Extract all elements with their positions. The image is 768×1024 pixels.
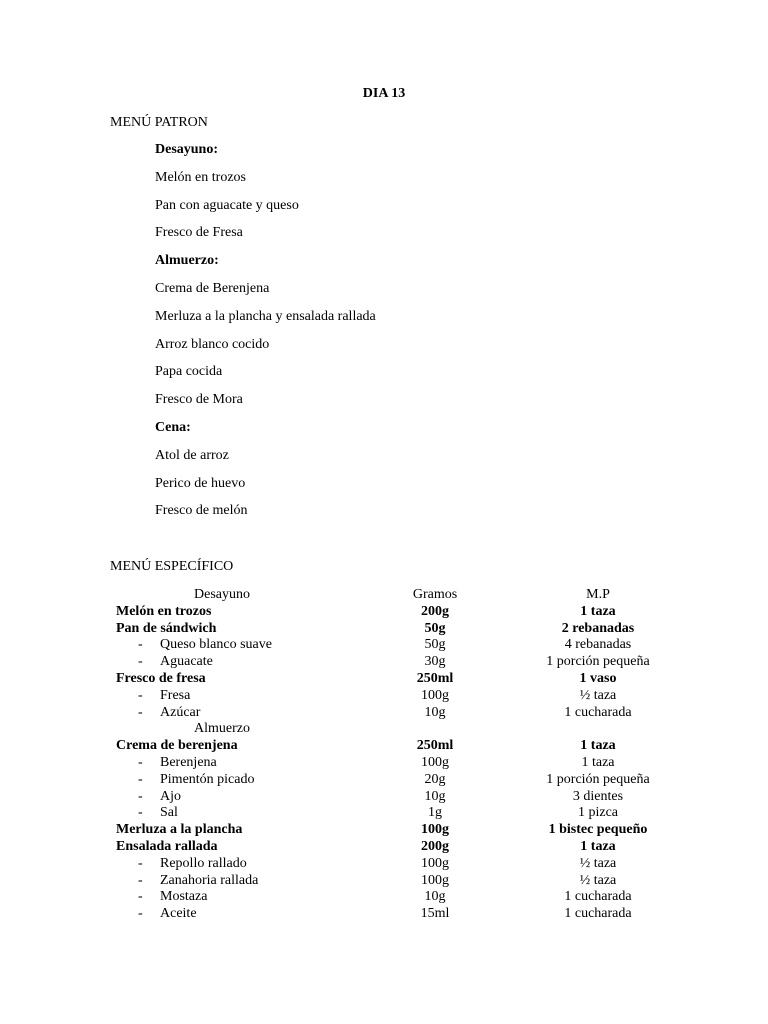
- food-name: Azúcar: [160, 704, 201, 720]
- food-name-cell: [112, 772, 332, 789]
- grams-cell: 250ml: [416, 670, 454, 686]
- food-name-cell: [112, 839, 332, 856]
- grams-cell: 50g: [424, 620, 446, 636]
- food-name-cell: [112, 604, 332, 621]
- food-name-cell: [112, 721, 332, 738]
- bullet-dash: -: [138, 704, 143, 720]
- food-name-cell: [112, 906, 332, 923]
- food-name: Pan de sándwich: [116, 620, 217, 636]
- table-row: [112, 671, 658, 688]
- meal-heading: Almuerzo:: [155, 253, 219, 269]
- table-row: [112, 789, 658, 806]
- table-row: [112, 738, 658, 755]
- grams-cell: 20g: [424, 771, 446, 787]
- menu-patron-heading: MENÚ PATRON: [110, 115, 208, 130]
- food-name: Crema de berenjena: [116, 738, 238, 754]
- table-row: [112, 604, 658, 621]
- food-name-cell: [112, 654, 332, 671]
- portion-cell: 1 porción pequeña: [546, 654, 650, 670]
- grams-cell: 200g: [421, 838, 449, 854]
- portion-cell: 2 rebanadas: [561, 620, 635, 636]
- grams-cell: [332, 721, 538, 738]
- table-row: [112, 906, 658, 923]
- grams-cell: 10g: [424, 788, 446, 804]
- food-name: Sal: [160, 805, 178, 821]
- table-header-row: [112, 587, 658, 604]
- table-row: [112, 856, 658, 873]
- food-name: Fresco de fresa: [116, 670, 206, 686]
- table-row: [112, 889, 658, 906]
- food-name: Berenjena: [160, 754, 217, 770]
- bullet-dash: -: [138, 687, 143, 703]
- grams-cell: 10g: [424, 889, 446, 905]
- food-name-cell: [112, 705, 332, 722]
- portion-cell: ½ taza: [579, 872, 617, 888]
- food-name-cell: [112, 856, 332, 873]
- food-name: Aguacate: [160, 654, 213, 670]
- table-row: [112, 621, 658, 638]
- column-header-meal: Desayuno: [194, 587, 250, 602]
- portion-cell: 1 taza: [580, 838, 616, 854]
- table-row: [112, 822, 658, 839]
- page-title: DIA 13: [362, 86, 406, 101]
- food-name: Ajo: [160, 788, 181, 804]
- food-name: Fresa: [160, 687, 191, 703]
- bullet-dash: -: [138, 754, 143, 770]
- grams-cell: 1g: [428, 805, 442, 821]
- food-name: Ensalada rallada: [116, 838, 218, 854]
- meal-heading: Cena:: [155, 419, 191, 435]
- food-name-cell: [112, 621, 332, 638]
- food-name: Almuerzo: [194, 721, 250, 737]
- portion-cell: 1 pizca: [577, 805, 619, 821]
- portion-cell: ½ taza: [579, 855, 617, 871]
- food-name-cell: [112, 822, 332, 839]
- grams-cell: 250ml: [416, 738, 454, 754]
- grams-cell: 100g: [421, 754, 449, 770]
- list-item: Merluza a la plancha y ensalada rallada: [155, 308, 376, 324]
- food-name-cell: [112, 789, 332, 806]
- grams-cell: 50g: [424, 637, 446, 653]
- portion-cell: 1 taza: [581, 754, 615, 770]
- food-name: Zanahoria rallada: [160, 872, 259, 888]
- list-item: Fresco de melón: [155, 503, 248, 519]
- portion-cell: 1 vaso: [579, 670, 617, 686]
- table-row: [112, 688, 658, 705]
- grams-cell: 200g: [421, 603, 449, 619]
- portion-cell: 1 taza: [580, 738, 616, 754]
- list-item: Arroz blanco cocido: [155, 336, 270, 352]
- list-item: Melón en trozos: [155, 169, 246, 185]
- bullet-dash: -: [138, 637, 143, 653]
- grams-cell: 100g: [421, 687, 449, 703]
- food-name: Merluza a la plancha: [116, 822, 243, 838]
- column-header-grams: Gramos: [412, 587, 458, 602]
- portion-cell: 1 taza: [580, 603, 616, 619]
- bullet-dash: -: [138, 805, 143, 821]
- table-row: [112, 705, 658, 722]
- table-row: [112, 654, 658, 671]
- food-name-cell: [112, 889, 332, 906]
- food-name: Repollo rallado: [160, 855, 247, 871]
- table-row: [112, 637, 658, 654]
- grams-cell: 10g: [424, 704, 446, 720]
- food-name: Pimentón picado: [160, 771, 255, 787]
- food-name-cell: [112, 755, 332, 772]
- portion-cell: 1 porción pequeña: [546, 771, 650, 787]
- portion-cell: 1 cucharada: [564, 906, 632, 922]
- menu-patron-list: [155, 141, 376, 530]
- bullet-dash: -: [138, 654, 143, 670]
- portion-cell: 3 dientes: [572, 788, 624, 804]
- portion-cell: 1 cucharada: [564, 889, 632, 905]
- food-name-cell: [112, 688, 332, 705]
- portion-cell: 4 rebanadas: [564, 637, 632, 653]
- list-item: Pan con aguacate y queso: [155, 197, 299, 213]
- bullet-dash: -: [138, 855, 143, 871]
- menu-especifico-heading: MENÚ ESPECÍFICO: [110, 559, 234, 574]
- table-row: [112, 839, 658, 856]
- grams-cell: 100g: [421, 872, 449, 888]
- bullet-dash: -: [138, 906, 143, 922]
- bullet-dash: -: [138, 889, 143, 905]
- grams-cell: 100g: [421, 822, 449, 838]
- food-name-cell: [112, 738, 332, 755]
- meal-heading: Desayuno:: [155, 142, 219, 157]
- food-name: Queso blanco suave: [160, 637, 272, 653]
- meal-section-row: [112, 721, 658, 738]
- bullet-dash: -: [138, 872, 143, 888]
- bullet-dash: -: [138, 771, 143, 787]
- grams-cell: 100g: [421, 855, 449, 871]
- food-name: Mostaza: [160, 889, 208, 905]
- table-row: [112, 805, 658, 822]
- food-name: Melón en trozos: [116, 603, 212, 619]
- grams-cell: 30g: [424, 654, 446, 670]
- bullet-dash: -: [138, 788, 143, 804]
- food-name-cell: [112, 873, 332, 890]
- column-header-mp: M.P: [586, 587, 610, 602]
- list-item: Perico de huevo: [155, 475, 246, 491]
- food-name-cell: [112, 805, 332, 822]
- list-item: Atol de arroz: [155, 447, 229, 463]
- food-name: Aceite: [160, 906, 197, 922]
- table-row: [112, 755, 658, 772]
- table-row: [112, 873, 658, 890]
- portion-cell: 1 cucharada: [564, 704, 632, 720]
- grams-cell: 15ml: [420, 906, 450, 922]
- food-name-cell: [112, 637, 332, 654]
- list-item: Crema de Berenjena: [155, 280, 270, 296]
- portion-cell: ½ taza: [579, 687, 617, 703]
- portion-cell: [538, 721, 658, 738]
- list-item: Fresco de Fresa: [155, 225, 243, 241]
- portion-cell: 1 bistec pequeño: [548, 822, 648, 838]
- food-name-cell: [112, 671, 332, 688]
- list-item: Fresco de Mora: [155, 392, 243, 408]
- table-row: [112, 772, 658, 789]
- menu-especifico-table: [112, 587, 658, 923]
- list-item: Papa cocida: [155, 364, 223, 380]
